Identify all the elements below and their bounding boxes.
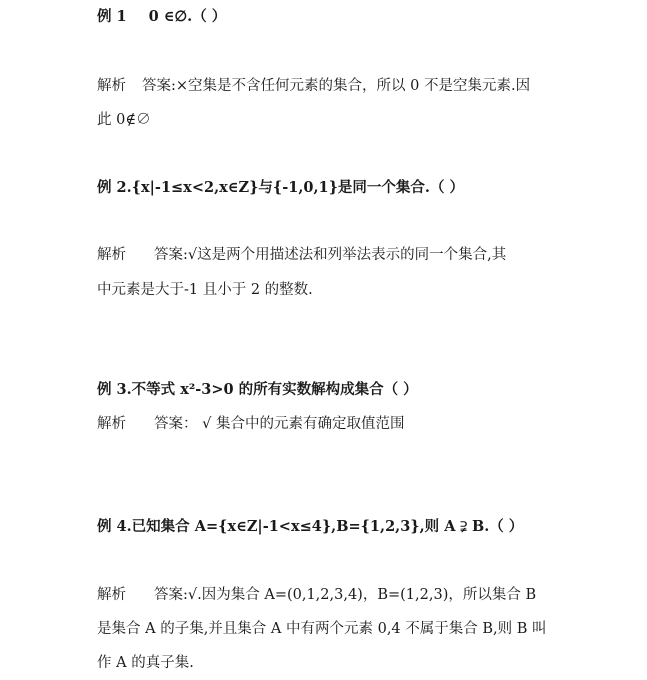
example-4-answer-line-2: 是集合 A 的子集,并且集合 A 中有两个元素 0,4 不属于集合 B,则 B 叫 [97, 621, 547, 637]
example-4-analysis-label: 解析 [97, 587, 126, 603]
example-3-answer-line-1 [97, 414, 404, 434]
example-2-answer-line-1 [97, 245, 506, 265]
example-2-answer-line-2: 中元素是大于-1 且小于 2 的整数. [97, 282, 313, 298]
example-3-answer-text-1: 答案： √ 集合中的元素有确定取值范围 [154, 416, 405, 432]
example-4-statement: 例 4.已知集合 A={x∈Z|-1<x≤4},B={1,2,3},则 A ⫌ B.（ ） [97, 518, 524, 535]
example-1-answer-line-2: 此 0∉∅ [97, 112, 151, 128]
example-4-answer-text-1: 答案:√.因为集合 A=(0,1,2,3,4)，B=(1,2,3)，所以集合 B [154, 587, 537, 603]
example-1-heading [97, 7, 226, 27]
example-2-answer-text-1: 答案:√这是两个用描述法和列举法表示的同一个集合,其 [154, 247, 507, 263]
example-3-analysis-label: 解析 [97, 416, 126, 432]
example-1-statement: 0 ∈∅.（ ） [148, 8, 227, 25]
example-1-answer-line-1 [97, 76, 530, 96]
example-2-statement: 例 2.{x|-1≤x<2,x∈Z}与{-1,0,1}是同一个集合.（ ） [97, 179, 465, 196]
example-4-answer-line-3: 作 A 的真子集. [97, 655, 194, 671]
example-4-answer-line-1 [97, 585, 536, 605]
example-3-statement: 例 3.不等式 x²-3>0 的所有实数解构成集合（ ） [97, 381, 418, 398]
example-2-analysis-label: 解析 [97, 247, 126, 263]
example-1-analysis-label: 解析 [97, 78, 126, 94]
example-1-label: 例 1 [97, 8, 127, 25]
example-1-answer-text-1: 答案:×空集是不含任何元素的集合，所以 0 不是空集元素.因 [142, 78, 531, 94]
